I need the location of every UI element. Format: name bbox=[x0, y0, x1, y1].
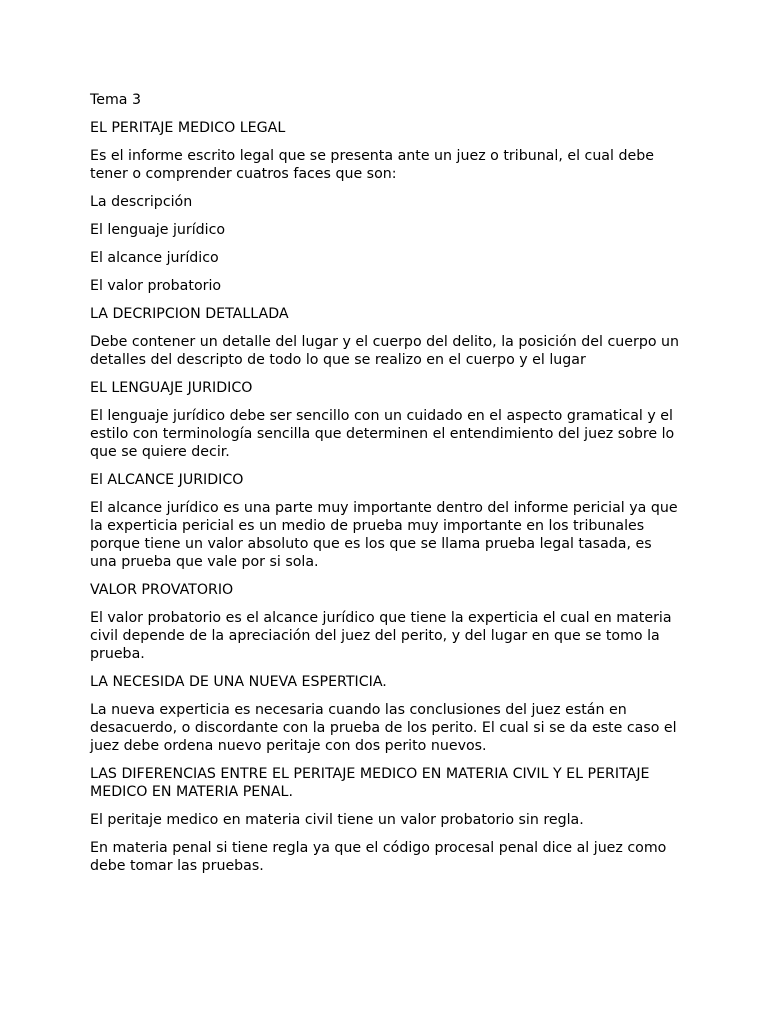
heading-valor: VALOR PROVATORIO bbox=[90, 582, 234, 598]
paragraph-civil: El peritaje medico en materia civil tiene un valor probatorio sin regla. bbox=[90, 812, 584, 828]
heading-diferencias: LAS DIFERENCIAS ENTRE EL PERITAJE MEDICO EN MATERIA CIVIL Y EL PERITAJE MEDICO EN MATERIA PENAL. bbox=[90, 766, 650, 800]
topic-label: Tema 3 bbox=[90, 92, 142, 108]
document-title: EL PERITAJE MEDICO LEGAL bbox=[90, 120, 286, 136]
paragraph-nueva-experticia: La nueva experticia es necesaria cuando las conclusiones del juez están en desacuerdo, o discordante con la prueba de los perito. El cual si se da este caso el juez debe ordena nuevo peritaje con dos perito nuevos. bbox=[90, 702, 677, 754]
paragraph-descripcion: Debe contener un detalle del lugar y el cuerpo del delito, la posición del cuerpo un detalles del descripto de todo lo que se realizo en el cuerpo y el lugar bbox=[90, 334, 680, 368]
heading-alcance: El ALCANCE JURIDICO bbox=[90, 472, 244, 488]
list-item-valor: El valor probatorio bbox=[90, 278, 222, 294]
paragraph-alcance: El alcance jurídico es una parte muy importante dentro del informe pericial ya que la experticia pericial es un medio de prueba muy importante en los tribunales porque tiene un valor absoluto que es los que se llama prueba legal tasada, es una prueba que vale por si sola. bbox=[90, 500, 678, 570]
paragraph-lenguaje: El lenguaje jurídico debe ser sencillo con un cuidado en el aspecto gramatical y el estilo con terminología sencilla que determinen el entendimiento del juez sobre lo que se quiere decir. bbox=[90, 408, 675, 460]
heading-descripcion: LA DECRIPCION DETALLADA bbox=[90, 306, 289, 322]
paragraph-penal: En materia penal si tiene regla ya que el código procesal penal dice al juez como debe tomar las pruebas. bbox=[90, 840, 667, 874]
paragraph-valor: El valor probatorio es el alcance jurídico que tiene la experticia el cual en materia civil depende de la apreciación del juez del perito, y del lugar en que se tomo la prueba. bbox=[90, 610, 672, 662]
heading-nueva-experticia: LA NECESIDA DE UNA NUEVA ESPERTICIA. bbox=[90, 674, 387, 690]
intro-paragraph: Es el informe escrito legal que se presenta ante un juez o tribunal, el cual debe tener o comprender cuatros faces que son: bbox=[90, 148, 654, 182]
heading-lenguaje: EL LENGUAJE JURIDICO bbox=[90, 380, 253, 396]
list-item-alcance: El alcance jurídico bbox=[90, 250, 219, 266]
list-item-lenguaje: El lenguaje jurídico bbox=[90, 222, 226, 238]
list-item-descripcion: La descripción bbox=[90, 194, 193, 210]
document-body bbox=[90, 91, 680, 885]
